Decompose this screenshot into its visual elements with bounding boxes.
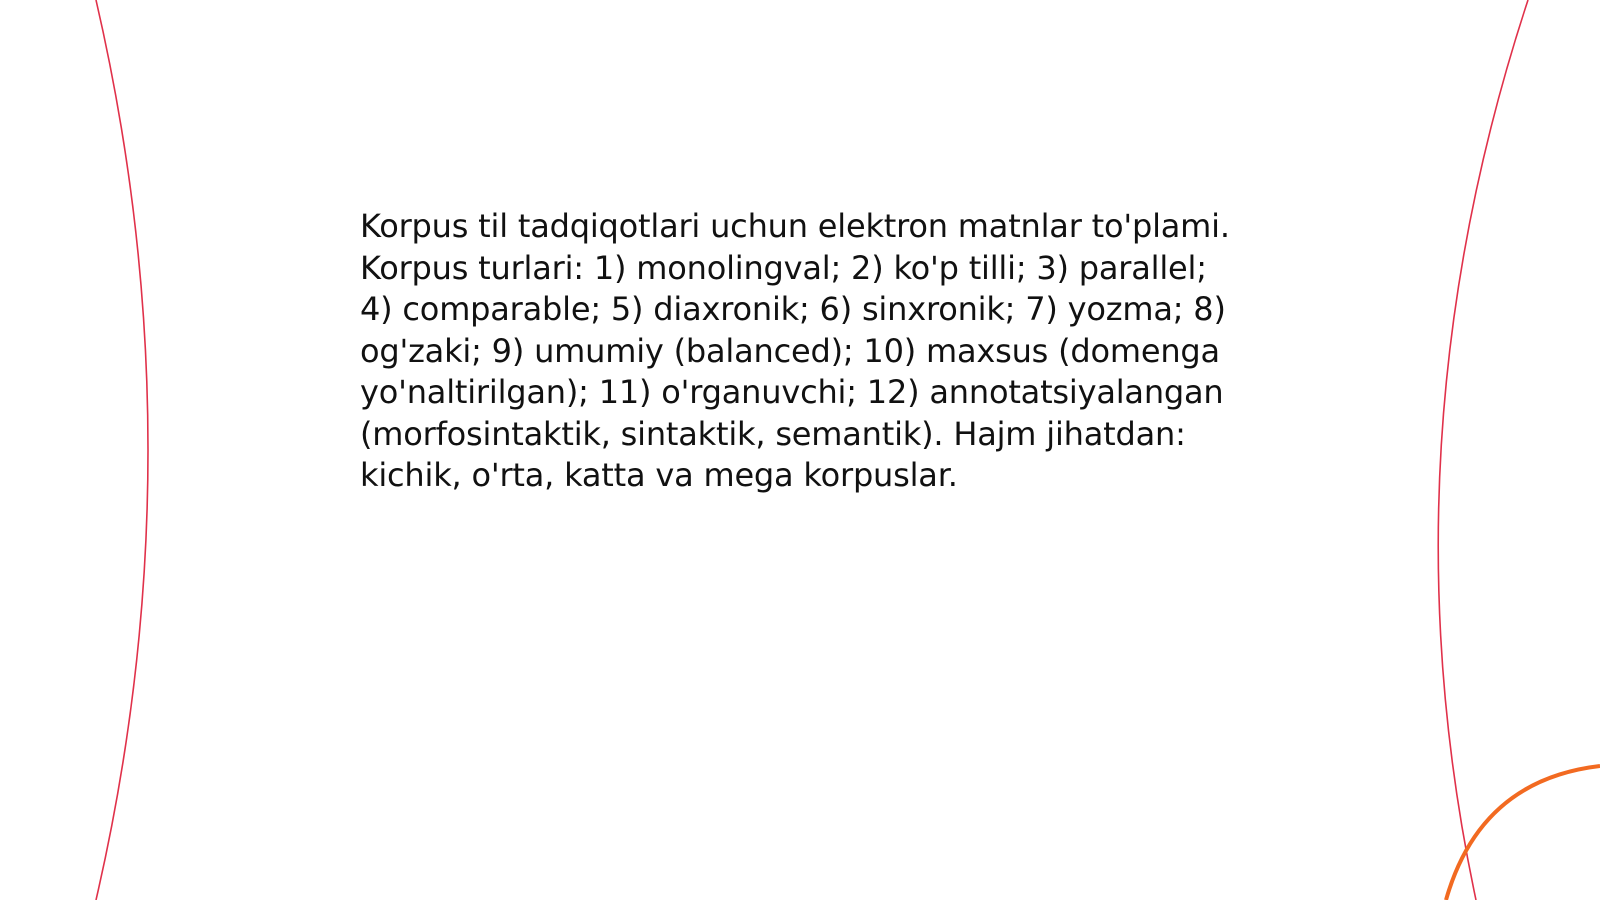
slide-body-text: Korpus til tadqiqotlari uchun elektron matnlar to'plami. Korpus turlari: 1) monolingval; 2) ko'p tilli; 3) parallel; 4) comparable; 5) diaxronik; 6) sinxronik; 7) yozma; 8) og'zaki; 9) umumiy (balanced); 10) maxsus (domenga yo'naltirilgan); 11) o'rganuvchi; 12) annotatsiyalangan (morfosintaktik, sintaktik, semantik). Hajm jihatdan: kichik, o'rta, katta va mega korpuslar.	[360, 207, 1230, 494]
left-red-curve	[96, 0, 148, 900]
right-red-curve	[1438, 0, 1528, 900]
orange-arc	[1446, 766, 1600, 900]
